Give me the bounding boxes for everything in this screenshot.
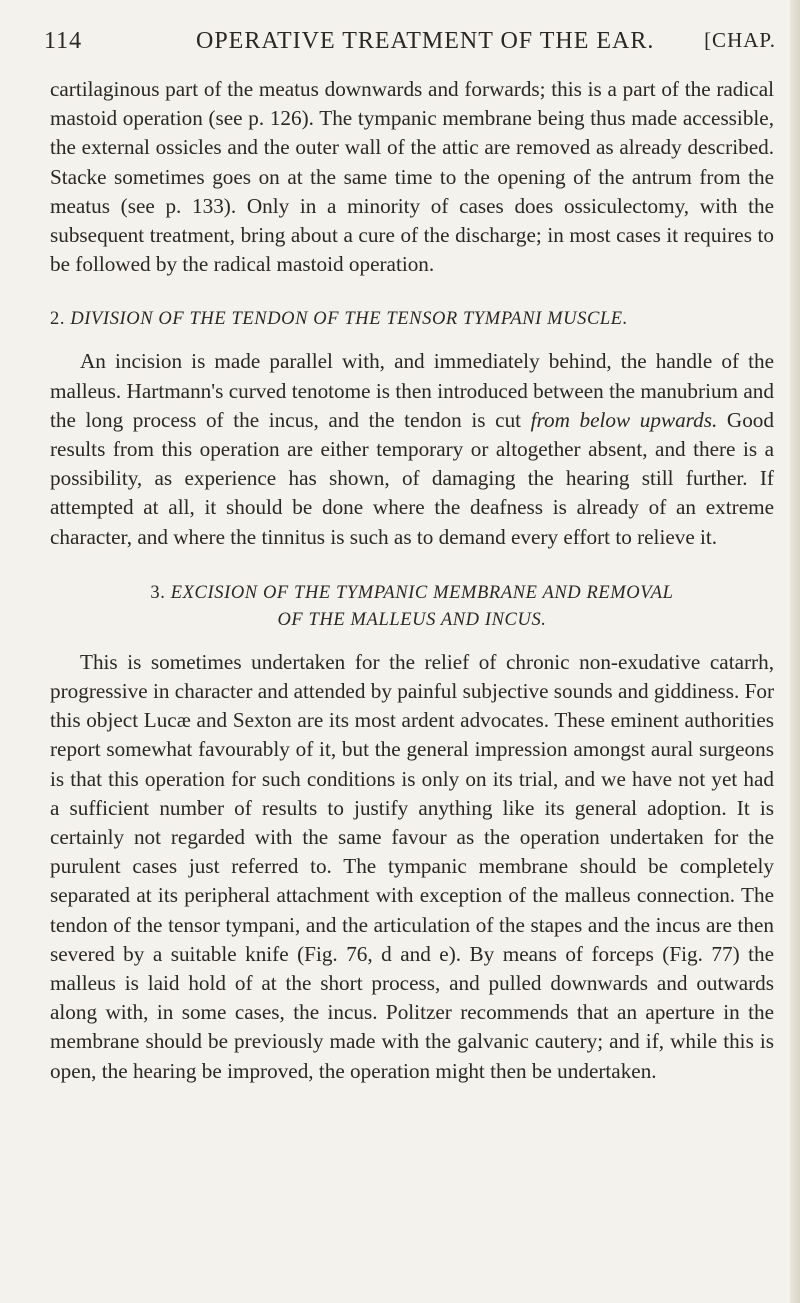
section-number: 2. [50,309,66,330]
page-edge [790,0,800,1303]
section-title: DIVISION OF THE TENDON OF THE TENSOR TYMPANI MUSCLE. [70,309,628,330]
paragraph: This is sometimes undertaken for the relief of chronic non-exudative catarrh, progressive in character and attended by painful subjective sounds and giddiness. For this object Lucæ and Sexton are its most ardent advocates. These eminent authorities report somewhat favourably of it, but the general impression amongst aural surgeons is that this operation for such conditions is only on its trial, and we have not yet had a sufficient number of results to justify anything like its general adoption. It is certainly not regarded with the same favour as the operation undertaken for the purulent cases just referred to. The tympanic membrane should be completely separated at its peripheral attachment with exception of the malleus connection. The tendon of the tensor tympani, and the articulation of the stapes and the incus are then severed by a suitable knife (Fig. 76, d and e). By means of forceps (Fig. 77) the malleus is laid hold of at the short process, and pulled downwards and outwards along with, in some cases, the incus. Politzer recommends that an aperture in the membrane should be previously made with the galvanic cautery; and if, while this is open, the hearing be improved, the operation might then be undertaken. [50,649,774,1083]
section-title-line-2: OF THE MALLEUS AND INCUS. [277,609,547,630]
running-header [44,28,776,62]
section-heading-2 [50,306,774,333]
section-title-line-1: EXCISION OF THE TYMPANIC MEMBRANE AND REMOVAL [170,582,674,603]
section-heading-3 [50,580,774,634]
chapter-mark: [CHAP. [704,28,776,52]
emphasis-text: from below upwards. [530,407,718,432]
paragraph-text: An incision is made parallel with, and immediately behind, the handle of the malleus. Hartmann's curved tenotome is then introduced between the manubrium and the long process of the incus, and the tendon is cut [50,349,774,432]
paragraph-continuation: cartilaginous part of the meatus downwards and forwards; this is a part of the radical mastoid operation (see p. 126). The tympanic membrane being thus made accessible, the external ossicles and the outer wall of the attic are removed as already described. Stacke sometimes goes on at the same time to the opening of the antrum from the meatus (see p. 133). Only in a minority of cases does ossiculectomy, with the subsequent treatment, bring about a cure of the discharge; in most cases it requires to be followed by the radical mastoid operation. [50,77,774,277]
page-body [50,75,774,1086]
running-title: OPERATIVE TREATMENT OF THE EAR. [196,28,655,54]
paragraph-text: Good results from this operation are either temporary or altogether absent, and there is a possibility, as experience has shown, of damaging the hearing still further. If attempted at all, it should be done where the deafness is already of an extreme character, and where the tinnitus is such as to demand every effort to relieve it. [50,407,774,549]
paragraph [50,347,774,551]
section-number: 3. [150,582,166,603]
page-number: 114 [44,28,83,54]
